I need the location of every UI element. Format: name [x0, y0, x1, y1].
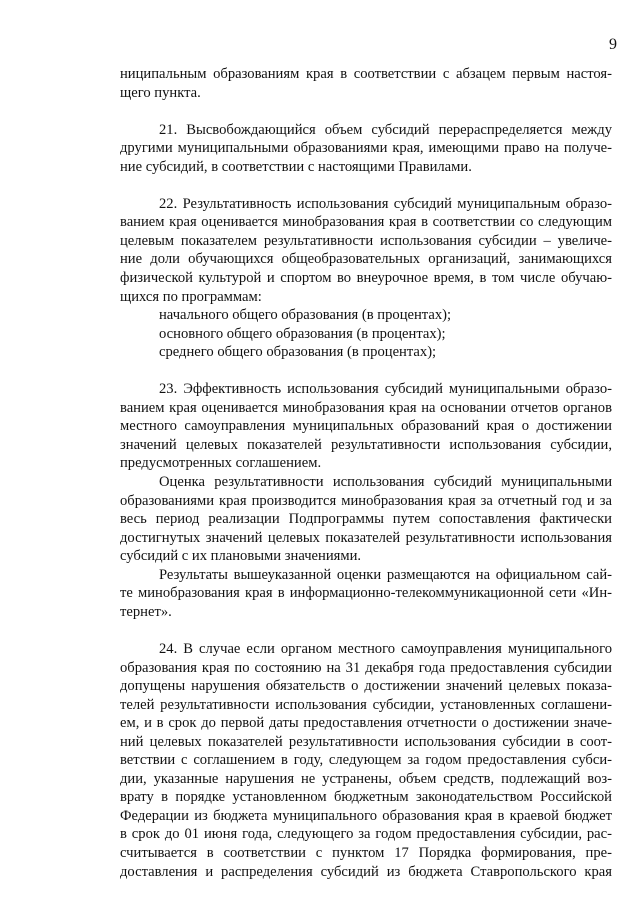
text-line: образования края по состоянию на 31 декабря года предоставления субсидии — [120, 659, 612, 676]
text-line: весь период реализации Подпрограммы путем сопоставления фактически — [120, 511, 612, 528]
text-line: физической культурой и спортом во внеурочное время, в том числе обучаю- — [120, 270, 612, 287]
text-line: Результаты вышеуказанной оценки размещаются на официальном сай- — [159, 566, 612, 583]
text-line: Оценка результативности использования субсидий муниципальными — [159, 474, 612, 491]
text-line: другими муниципальными образованиями края, имеющими право на получе- — [120, 140, 612, 157]
text-line: доставления и распределения субсидий из бюджета Ставропольского края — [120, 863, 612, 880]
text-line: предусмотренных соглашением. — [120, 455, 322, 472]
text-line: ние доли обучающихся общеобразовательных организаций, занимающихся — [120, 251, 612, 268]
text-line: ний целевых показателей результативности использования субсидии в соот- — [120, 733, 612, 750]
text-line: ние субсидий, в соответствии с настоящими Правилами. — [120, 158, 472, 175]
text-line: среднего общего образования (в процентах); — [159, 344, 437, 361]
text-line: дии, указанные нарушения не устранены, объем средств, подлежащий воз- — [120, 770, 612, 787]
page-number: 9 — [609, 36, 617, 53]
text-line: местного самоуправления муниципальных образований края о достижении — [120, 418, 612, 435]
text-line: достигнутых значений целевых показателей результативности использования — [120, 529, 612, 546]
text-line: щихся по программам: — [120, 288, 262, 305]
text-line: образованиями края производится минобразования края за отчетный год и за — [120, 492, 612, 509]
text-line: 24. В случае если органом местного самоуправления муниципального — [159, 640, 612, 657]
text-line: ванием края оценивается минобразования края в соответствии со следующим — [120, 214, 612, 231]
text-line: считывается в соответствии с пунктом 17 Порядка формирования, пре- — [120, 844, 612, 861]
text-line: основного общего образования (в процентах); — [159, 325, 446, 342]
text-line: тернет». — [120, 603, 172, 620]
text-line: допущены нарушения обязательств о достижении значений целевых показа- — [120, 678, 612, 695]
text-line: в срок до 01 июня года, следующего за годом предоставления субсидии, рас- — [120, 826, 612, 843]
text-line: начального общего образования (в процентах); — [159, 307, 452, 324]
text-line: ниципальным образованиям края в соответствии с абзацем первым настоя- — [120, 66, 612, 82]
text-line: целевым показателем результативности использования субсидии – увеличе- — [120, 232, 612, 249]
text-line: субсидий с их плановыми значениями. — [120, 548, 362, 565]
text-line: ем, и в срок до первой даты предоставления отчетности о достижении значе- — [120, 715, 612, 732]
text-line: 22. Результативность использования субсидий муниципальным образо- — [159, 195, 612, 212]
text-line: 21. Высвобождающийся объем субсидий перераспределяется между — [159, 121, 612, 138]
text-line: 23. Эффективность использования субсидий муниципальными образо- — [159, 381, 612, 398]
document-body — [120, 65, 612, 881]
text-line: ванием края оценивается минобразования края на основании отчетов органов — [120, 399, 612, 416]
text-line: врату в порядке установленном бюджетным законодательством Российской — [120, 789, 612, 806]
text-line: телей результативности использования субсидии, установленных соглашени- — [120, 696, 612, 713]
text-line: значений целевых показателей результативности использования субсидии, — [120, 436, 612, 453]
text-line: Федерации из бюджета муниципального образования края в краевой бюджет — [120, 807, 612, 824]
text-line: щего пункта. — [120, 84, 201, 101]
text-line: те минобразования края в информационно-телекоммуникационной сети «Ин- — [120, 585, 612, 602]
text-line: ветствии с соглашением в году, следующем за годом предоставления субси- — [120, 752, 612, 769]
